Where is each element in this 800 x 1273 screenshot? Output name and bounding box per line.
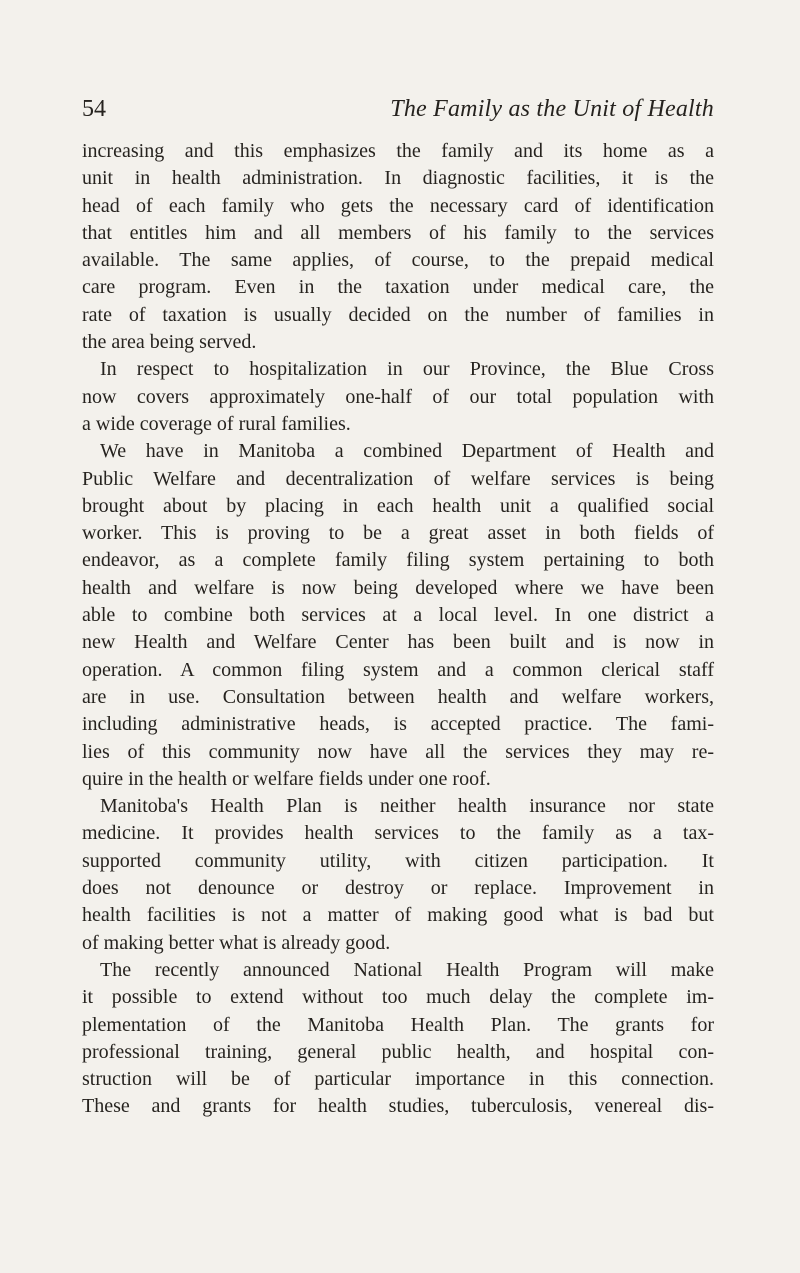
body-text xyxy=(82,138,714,1121)
text-line: the area being served. xyxy=(82,331,257,354)
text-line: new Health and Welfare Center has been built and is now in xyxy=(82,631,714,654)
text-line: health facilities is not a matter of making good what is bad but xyxy=(82,904,714,927)
text-line: now covers approximately one-half of our total population with xyxy=(82,385,714,408)
running-title: The Family as the Unit of Health xyxy=(390,96,714,122)
text-line: increasing and this emphasizes the family and its home as a xyxy=(82,140,714,162)
text-line: brought about by placing in each health unit a qualified social xyxy=(82,494,714,517)
text-line: Public Welfare and decentralization of welfare services is being xyxy=(82,467,714,490)
text-line: lies of this community now have all the services they may re- xyxy=(82,740,714,763)
text-line: head of each family who gets the necessary card of identification xyxy=(82,194,714,217)
text-line: it possible to extend without too much delay the complete im- xyxy=(82,986,714,1009)
text-line: professional training, general public health, and hospital con- xyxy=(82,1040,714,1063)
text-line: are in use. Consultation between health and welfare workers, xyxy=(82,685,714,708)
text-line: able to combine both services at a local level. In one district a xyxy=(82,604,714,627)
text-line: We have in Manitoba a combined Department of Health and xyxy=(100,440,714,463)
text-line: quire in the health or welfare fields under one roof. xyxy=(82,767,491,790)
text-line: medicine. It provides health services to the family as a tax- xyxy=(82,822,714,845)
text-line: operation. A common filing system and a common clerical staff xyxy=(82,658,714,681)
text-line: of making better what is already good. xyxy=(82,931,391,954)
text-line: plementation of the Manitoba Health Plan. The grants for xyxy=(82,1013,714,1036)
text-line: struction will be of particular importance in this connection. xyxy=(82,1068,714,1091)
text-line: care program. Even in the taxation under medical care, the xyxy=(82,276,714,299)
text-line: rate of taxation is usually decided on the number of families in xyxy=(82,303,714,326)
page-header xyxy=(82,94,714,130)
text-line: available. The same applies, of course, to the prepaid medical xyxy=(82,249,714,272)
text-line: endeavor, as a complete family filing system pertaining to both xyxy=(82,549,714,572)
text-line: health and welfare is now being developed where we have been xyxy=(82,576,714,599)
text-line: unit in health administration. In diagnostic facilities, it is the xyxy=(82,167,714,190)
text-line: worker. This is proving to be a great asset in both fields of xyxy=(82,522,714,545)
text-line: including administrative heads, is accepted practice. The fami- xyxy=(82,713,714,736)
text-line: These and grants for health studies, tuberculosis, venereal dis- xyxy=(82,1095,714,1118)
page-number: 54 xyxy=(82,96,106,122)
text-line: a wide coverage of rural families. xyxy=(82,412,351,435)
text-line: supported community utility, with citizen participation. It xyxy=(82,849,714,872)
text-line: In respect to hospitalization in our Province, the Blue Cross xyxy=(100,358,714,381)
text-line: that entitles him and all members of his family to the services xyxy=(82,221,714,244)
text-line: does not denounce or destroy or replace. Improvement in xyxy=(82,877,714,900)
text-line: The recently announced National Health Program will make xyxy=(100,958,714,981)
text-line: Manitoba's Health Plan is neither health insurance nor state xyxy=(100,795,714,818)
